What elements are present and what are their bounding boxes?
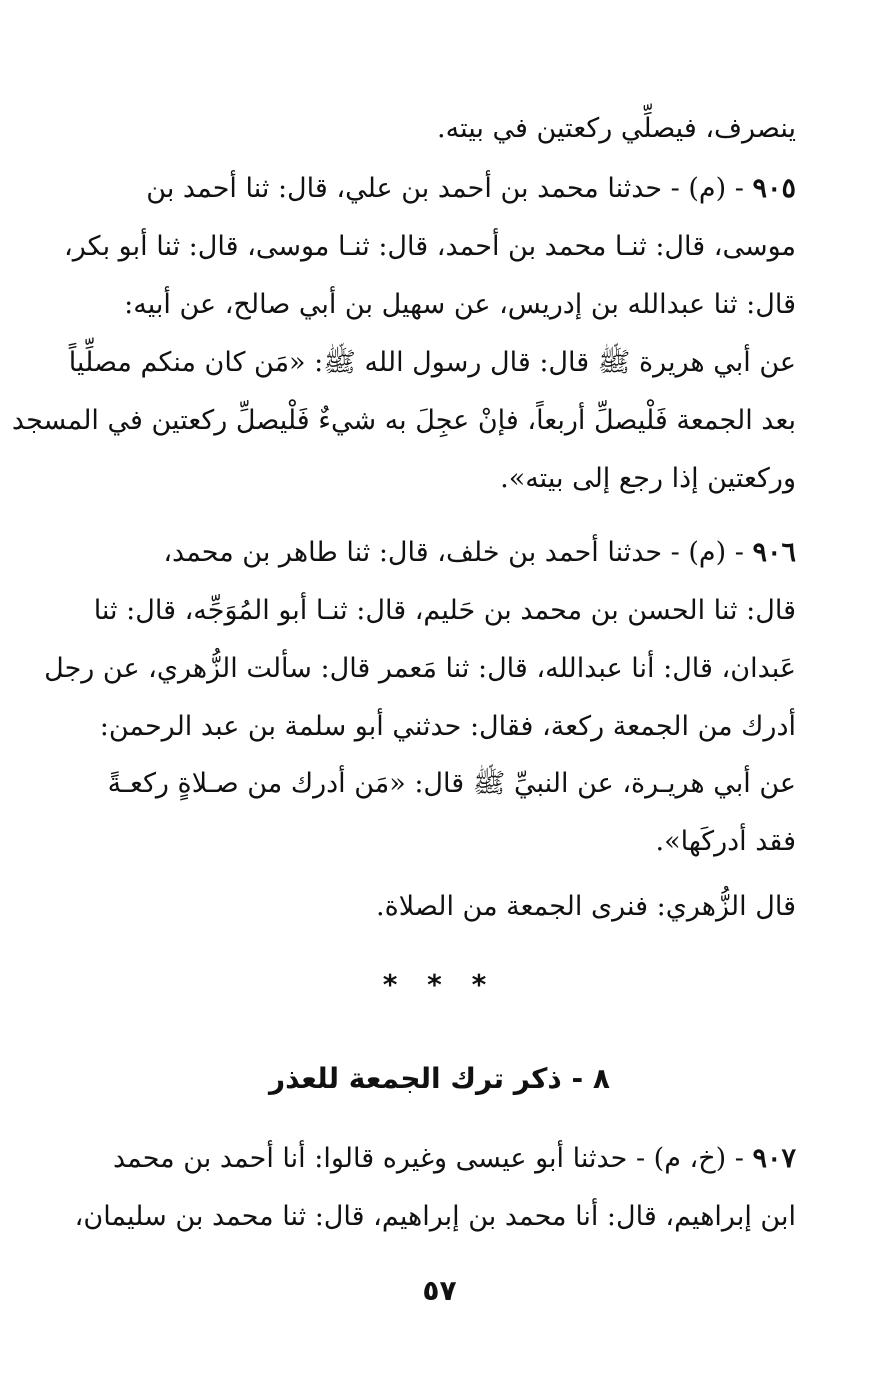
hadith-906-matn <box>86 755 796 871</box>
text-line: قال: ثنا عبدالله بن إدريس، عن سهيل بن أبي صالح، عن أبيه: <box>124 289 796 320</box>
text-fragment: - (م) - حدثنا محمد بن أحمد بن علي، قال: ثنا أحمد بن <box>146 173 744 204</box>
text-line <box>86 1130 796 1188</box>
text-line: موسى، قال: ثنـا محمد بن أحمد، قال: ثنـا موسى، قال: ثنا أبو بكر، <box>64 231 796 262</box>
text-line: قال الزُّهري: فنرى الجمعة من الصلاة. <box>375 891 796 922</box>
hadith-number: ٩٠٦ <box>752 537 796 568</box>
hadith-number: ٩٠٧ <box>752 1143 796 1174</box>
hadith-905-matn <box>11 334 796 508</box>
text-line: عن أبي هريـرة، عن النبيِّ ﷺ قال: «مَن أدرك من صـلاةٍ ركعـةً <box>107 768 796 799</box>
text-line: أدرك من الجمعة ركعة، فقال: حدثني أبو سلمة بن عبد الرحمن: <box>99 711 796 742</box>
zuhri-comment <box>86 878 796 936</box>
text-line: وركعتين إذا رجع إلى بيته». <box>500 463 796 494</box>
hadith-906 <box>44 524 796 756</box>
hadith-number: ٩٠٥ <box>752 173 796 204</box>
hadith-905 <box>64 160 796 334</box>
text-line: عَبدان، قال: أنا عبدالله، قال: ثنا مَعمر قال: سألت الزُّهري، عن رجل <box>44 653 796 684</box>
text-line <box>86 160 796 218</box>
text-line: ابن إبراهيم، قال: أنا محمد بن إبراهيم، قال: ثنا محمد بن سليمان، <box>74 1201 796 1232</box>
section-heading: ٨ - ذكر ترك الجمعة للعذر <box>268 1062 610 1095</box>
text-fragment: - (خ، م) - حدثنا أبو عيسى وغيره قالوا: أنا أحمد بن محمد <box>112 1143 744 1174</box>
text-line: ينصرف، فيصلِّي ركعتين في بيته. <box>437 113 796 144</box>
paragraph-continuation <box>86 100 796 158</box>
text-line <box>86 524 796 582</box>
text-fragment: - (م) - حدثنا أحمد بن خلف، قال: ثنا طاهر بن محمد، <box>163 537 744 568</box>
section-separator: * * * <box>382 968 497 1001</box>
hadith-907 <box>74 1130 796 1246</box>
text-line: بعد الجمعة فَلْيصلِّ أربعاً، فإنْ عجِلَ به شيءٌ فَلْيصلِّ ركعتين في المسجد <box>11 405 796 436</box>
page-number: ٥٧ <box>422 1274 457 1307</box>
text-line: عن أبي هريرة ﷺ قال: قال رسول الله ﷺ: «مَن كان منكم مصلِّياً <box>68 347 796 378</box>
text-line: قال: ثنا الحسن بن محمد بن حَليم، قال: ثنـا أبو المُوَجِّه، قال: ثنا <box>93 595 796 626</box>
text-line: فقد أدركَها». <box>655 826 796 857</box>
